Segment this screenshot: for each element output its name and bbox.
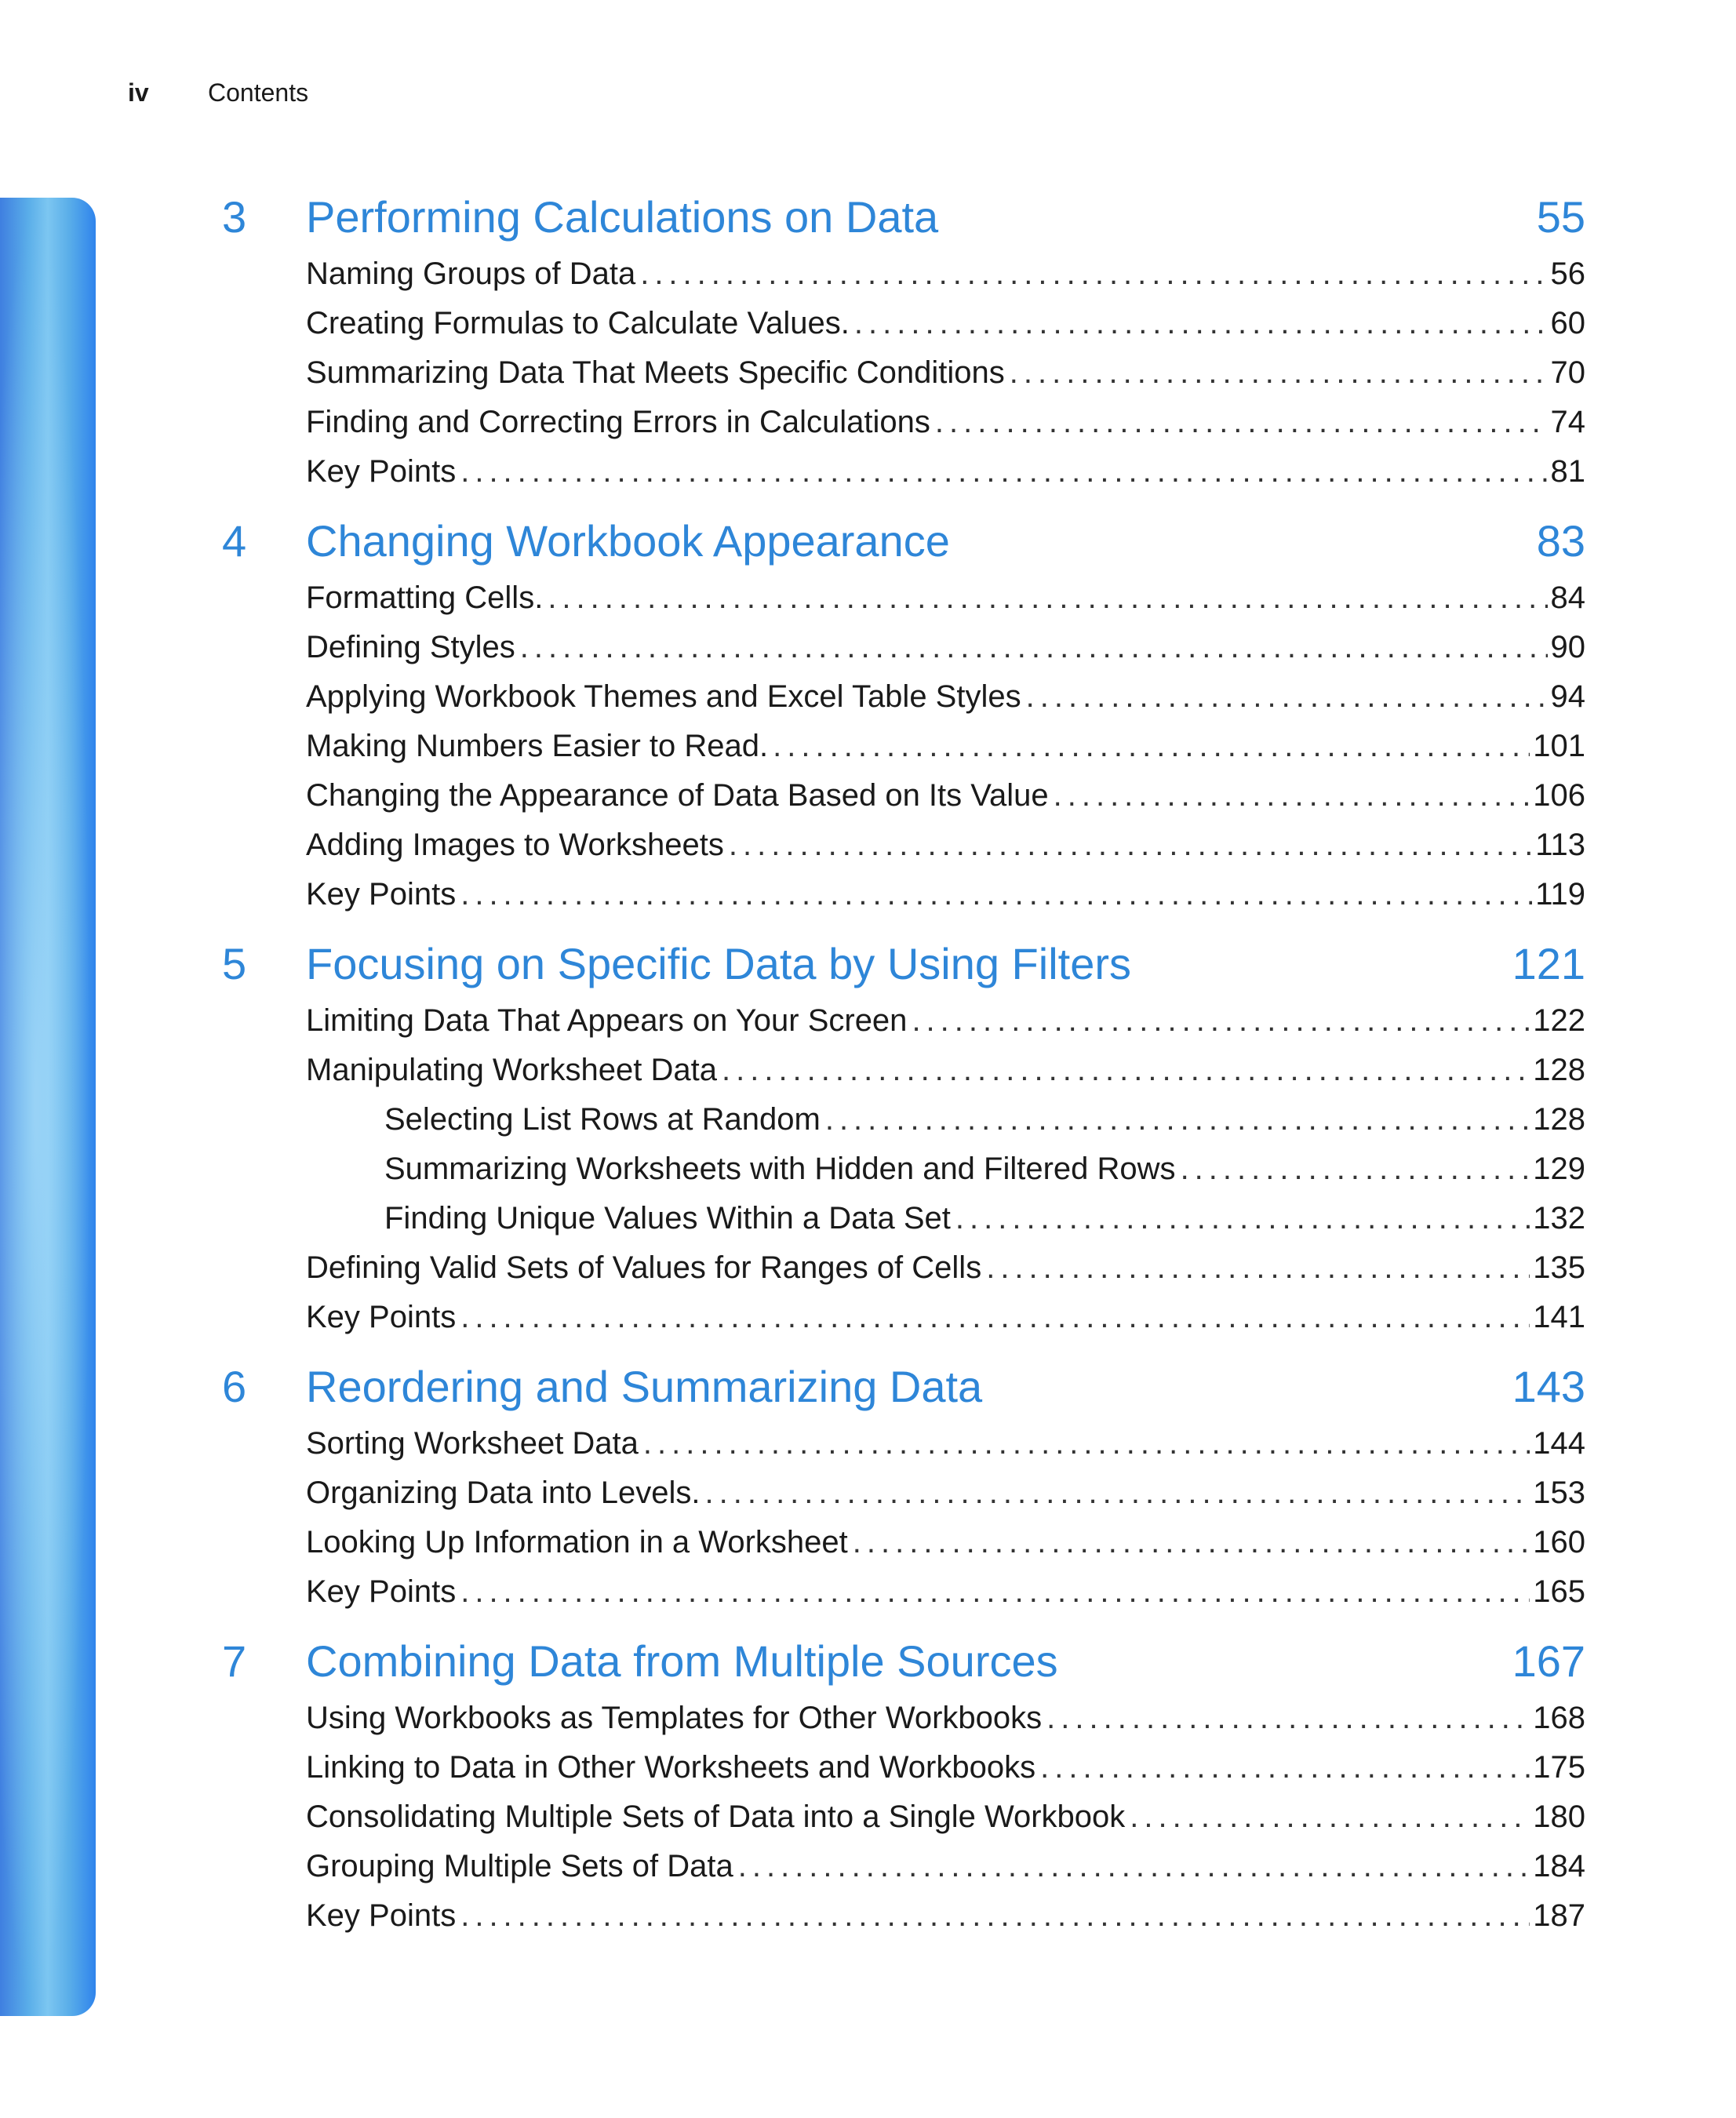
table-of-contents — [222, 185, 1585, 1953]
dot-leader — [643, 1419, 1530, 1468]
entry-page-number: 153 — [1533, 1476, 1585, 1510]
toc-entry[interactable] — [222, 447, 1585, 497]
entry-title: Sorting Worksheet Data — [306, 1426, 639, 1461]
chapter-number: 4 — [222, 516, 247, 566]
entry-title: Selecting List Rows at Random — [384, 1102, 821, 1137]
dot-leader — [705, 1468, 1530, 1518]
chapter-4 — [222, 509, 1585, 919]
toc-entry[interactable] — [222, 870, 1585, 919]
decorative-side-tab — [0, 198, 96, 2016]
toc-entry[interactable] — [222, 1694, 1585, 1743]
entry-title: Key Points — [306, 1300, 457, 1334]
entry-page-number: 128 — [1533, 1102, 1585, 1137]
entry-title: Grouping Multiple Sets of Data — [306, 1849, 733, 1883]
toc-subentry[interactable] — [222, 1145, 1585, 1194]
toc-entry[interactable] — [222, 1468, 1585, 1518]
toc-entry[interactable] — [222, 398, 1585, 447]
chapter-heading[interactable] — [222, 185, 1585, 249]
entry-page-number: 56 — [1550, 257, 1585, 291]
entry-title: Naming Groups of Data — [306, 257, 636, 291]
dot-leader — [722, 1046, 1530, 1095]
entry-page-number: 132 — [1533, 1201, 1585, 1236]
toc-entry[interactable] — [222, 1792, 1585, 1842]
entry-title: Finding and Correcting Errors in Calculations — [306, 405, 930, 439]
entry-page-number: 101 — [1533, 729, 1585, 763]
dot-leader — [825, 1095, 1530, 1145]
chapter-3 — [222, 185, 1585, 497]
entry-page-number: 165 — [1533, 1574, 1585, 1609]
entry-title: Making Numbers Easier to Read. — [306, 729, 769, 763]
dot-leader — [548, 573, 1547, 623]
entry-title: Linking to Data in Other Worksheets and Workbooks — [306, 1750, 1036, 1785]
dot-leader — [460, 1567, 1530, 1617]
running-header — [128, 75, 308, 110]
entry-page-number: 119 — [1535, 877, 1585, 912]
chapter-heading[interactable] — [222, 932, 1585, 996]
chapter-7 — [222, 1629, 1585, 1941]
toc-entry[interactable] — [222, 1891, 1585, 1941]
toc-entry[interactable] — [222, 1518, 1585, 1567]
entry-title: Finding Unique Values Within a Data Set — [384, 1201, 951, 1236]
dot-leader — [640, 249, 1547, 299]
toc-entry[interactable] — [222, 1046, 1585, 1095]
entry-title: Key Points — [306, 877, 457, 912]
dot-leader — [1046, 1694, 1530, 1743]
toc-subentry[interactable] — [222, 1194, 1585, 1243]
toc-entry[interactable] — [222, 623, 1585, 672]
toc-entry[interactable] — [222, 1243, 1585, 1293]
entry-title: Manipulating Worksheet Data — [306, 1053, 717, 1087]
dot-leader — [460, 1293, 1530, 1342]
dot-leader — [854, 299, 1548, 348]
toc-entry[interactable] — [222, 299, 1585, 348]
entry-title: Applying Workbook Themes and Excel Table Styles — [306, 679, 1021, 714]
chapter-number: 3 — [222, 192, 247, 242]
chapter-title: Reordering and Summarizing Data — [306, 1362, 983, 1411]
dot-leader — [955, 1194, 1530, 1243]
dot-leader — [1130, 1792, 1530, 1842]
entry-page-number: 90 — [1550, 630, 1585, 664]
dot-leader — [460, 447, 1547, 497]
entry-page-number: 106 — [1533, 778, 1585, 813]
dot-leader — [935, 398, 1548, 447]
toc-entry[interactable] — [222, 672, 1585, 722]
entry-page-number: 168 — [1533, 1701, 1585, 1735]
toc-entry[interactable] — [222, 348, 1585, 398]
entry-page-number: 60 — [1550, 306, 1585, 340]
entry-title: Key Points — [306, 1574, 457, 1609]
toc-entry[interactable] — [222, 722, 1585, 771]
toc-entry[interactable] — [222, 1842, 1585, 1891]
chapter-page-number: 121 — [1512, 939, 1585, 988]
toc-entry[interactable] — [222, 573, 1585, 623]
chapter-number: 5 — [222, 939, 247, 988]
chapter-title: Changing Workbook Appearance — [306, 516, 950, 566]
entry-title: Changing the Appearance of Data Based on Its Value — [306, 778, 1049, 813]
entry-page-number: 180 — [1533, 1800, 1585, 1834]
dot-leader — [986, 1243, 1530, 1293]
dot-leader — [520, 623, 1548, 672]
chapter-page-number: 83 — [1536, 516, 1585, 566]
dot-leader — [1040, 1743, 1530, 1792]
entry-title: Defining Valid Sets of Values for Ranges of Cells — [306, 1250, 982, 1285]
entry-title: Creating Formulas to Calculate Values. — [306, 306, 850, 340]
chapter-title: Focusing on Specific Data by Using Filters — [306, 939, 1131, 988]
entry-page-number: 84 — [1550, 580, 1585, 615]
dot-leader — [853, 1518, 1530, 1567]
toc-entry[interactable] — [222, 1419, 1585, 1468]
dot-leader — [738, 1842, 1530, 1891]
dot-leader — [460, 870, 1532, 919]
entry-title: Using Workbooks as Templates for Other Workbooks — [306, 1701, 1043, 1735]
entry-page-number: 144 — [1533, 1426, 1585, 1461]
running-title: Contents — [208, 78, 309, 107]
entry-title: Summarizing Data That Meets Specific Conditions — [306, 355, 1005, 390]
toc-entry[interactable] — [222, 249, 1585, 299]
chapter-page-number: 55 — [1536, 192, 1585, 242]
entry-page-number: 160 — [1533, 1525, 1585, 1559]
chapter-heading[interactable] — [222, 1629, 1585, 1694]
toc-entry[interactable] — [222, 1567, 1585, 1617]
entry-page-number: 184 — [1533, 1849, 1585, 1883]
chapter-5 — [222, 932, 1585, 1342]
dot-leader — [729, 821, 1532, 870]
dot-leader — [773, 722, 1530, 771]
entry-page-number: 141 — [1533, 1300, 1585, 1334]
dot-leader — [1054, 771, 1530, 821]
chapter-page-number: 143 — [1512, 1362, 1585, 1411]
entry-page-number: 129 — [1533, 1152, 1585, 1186]
page-folio: iv — [128, 78, 149, 107]
entry-page-number: 175 — [1533, 1750, 1585, 1785]
chapter-page-number: 167 — [1512, 1636, 1585, 1686]
entry-title: Organizing Data into Levels. — [306, 1476, 701, 1510]
dot-leader — [1026, 672, 1548, 722]
entry-title: Adding Images to Worksheets — [306, 828, 724, 862]
toc-entry[interactable] — [222, 996, 1585, 1046]
entry-title: Key Points — [306, 1898, 457, 1933]
toc-entry[interactable] — [222, 1293, 1585, 1342]
entry-page-number: 128 — [1533, 1053, 1585, 1087]
dot-leader — [912, 996, 1530, 1046]
entry-title: Key Points — [306, 454, 457, 489]
entry-title: Defining Styles — [306, 630, 515, 664]
entry-page-number: 187 — [1533, 1898, 1585, 1933]
entry-page-number: 113 — [1535, 828, 1585, 862]
entry-page-number: 122 — [1533, 1003, 1585, 1038]
entry-page-number: 135 — [1533, 1250, 1585, 1285]
dot-leader — [460, 1891, 1530, 1941]
dot-leader — [1010, 348, 1548, 398]
dot-leader — [1181, 1145, 1530, 1194]
chapter-heading[interactable] — [222, 509, 1585, 573]
chapter-title: Performing Calculations on Data — [306, 192, 939, 242]
entry-page-number: 70 — [1550, 355, 1585, 390]
entry-page-number: 94 — [1550, 679, 1585, 714]
toc-entry[interactable] — [222, 1743, 1585, 1792]
toc-subentry[interactable] — [222, 1095, 1585, 1145]
entry-title: Looking Up Information in a Worksheet — [306, 1525, 848, 1559]
entry-title: Formatting Cells. — [306, 580, 544, 615]
toc-entry[interactable] — [222, 771, 1585, 821]
entry-title: Summarizing Worksheets with Hidden and Filtered Rows — [384, 1152, 1176, 1186]
entry-title: Limiting Data That Appears on Your Screen — [306, 1003, 908, 1038]
chapter-number: 6 — [222, 1362, 247, 1411]
entry-page-number: 74 — [1550, 405, 1585, 439]
chapter-6 — [222, 1355, 1585, 1617]
entry-page-number: 81 — [1550, 454, 1585, 489]
toc-entry[interactable] — [222, 821, 1585, 870]
chapter-number: 7 — [222, 1636, 247, 1686]
chapter-heading[interactable] — [222, 1355, 1585, 1419]
chapter-title: Combining Data from Multiple Sources — [306, 1636, 1058, 1686]
entry-title: Consolidating Multiple Sets of Data into a Single Workbook — [306, 1800, 1126, 1834]
